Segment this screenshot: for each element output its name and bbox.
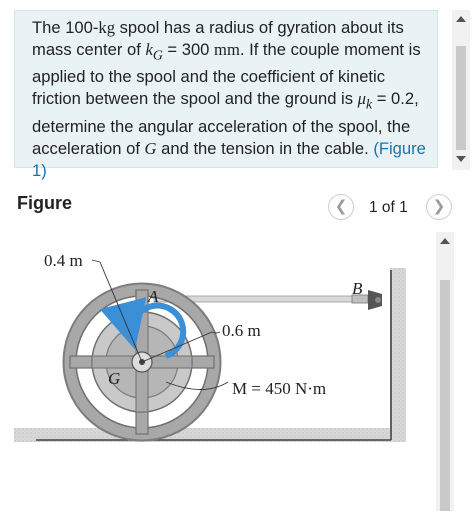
problem-text-4: . If the couple moment is applied to the spool and the coefficient of kinetic friction between the spool and the ground is bbox=[32, 40, 421, 109]
scroll-down-arrow-icon[interactable] bbox=[456, 156, 466, 162]
label-outer-radius: 0.4 m bbox=[44, 251, 83, 270]
unit-mm: mm bbox=[214, 40, 240, 59]
unit-kg: kg bbox=[98, 18, 116, 37]
scroll-thumb[interactable] bbox=[456, 46, 466, 150]
figure-link[interactable]: (Figure 1) bbox=[32, 138, 426, 180]
symbol-mu: μ bbox=[357, 89, 366, 109]
problem-panel bbox=[14, 10, 438, 180]
symbol-G: G bbox=[144, 138, 157, 158]
figure-scrollbar[interactable] bbox=[436, 232, 454, 511]
anchor-pin bbox=[375, 297, 381, 303]
problem-statement bbox=[32, 17, 432, 182]
problem-text-3: = 300 bbox=[162, 40, 215, 59]
figure-scroll-up-arrow-icon[interactable] bbox=[440, 238, 450, 244]
problem-text-1: The 100- bbox=[32, 18, 99, 37]
pager-label: 1 of 1 bbox=[369, 199, 408, 216]
figure-title: Figure bbox=[17, 193, 73, 213]
symbol-mu-sub: k bbox=[365, 96, 373, 112]
wall bbox=[390, 268, 406, 442]
inner-radius-leader bbox=[212, 332, 220, 333]
label-inner-radius: 0.6 m bbox=[222, 321, 261, 340]
label-moment: M = 450 N·m bbox=[232, 379, 327, 398]
label-G: G bbox=[108, 369, 121, 388]
problem-scrollbar[interactable] bbox=[452, 10, 470, 170]
problem-text-5: = 0.2, determine the angular acceleration of the spool, the acceleration of bbox=[32, 89, 419, 158]
figure-area bbox=[14, 232, 434, 511]
figure-scroll-thumb[interactable] bbox=[440, 280, 450, 511]
symbol-k: k bbox=[145, 40, 153, 59]
spool-diagram bbox=[14, 232, 434, 511]
label-A: A bbox=[148, 287, 159, 306]
scroll-up-arrow-icon[interactable] bbox=[456, 16, 466, 22]
symbol-k-sub: G bbox=[152, 47, 163, 63]
problem-text-6: and the tension in the cable. bbox=[156, 138, 374, 158]
chevron-left-icon[interactable]: ❮ bbox=[328, 194, 354, 220]
chevron-right-icon[interactable]: ❯ bbox=[426, 194, 452, 220]
outer-radius-leader bbox=[92, 260, 100, 262]
problem-text-2: spool has a radius of gyration about its mass center of bbox=[32, 18, 404, 59]
label-B: B bbox=[352, 279, 363, 298]
